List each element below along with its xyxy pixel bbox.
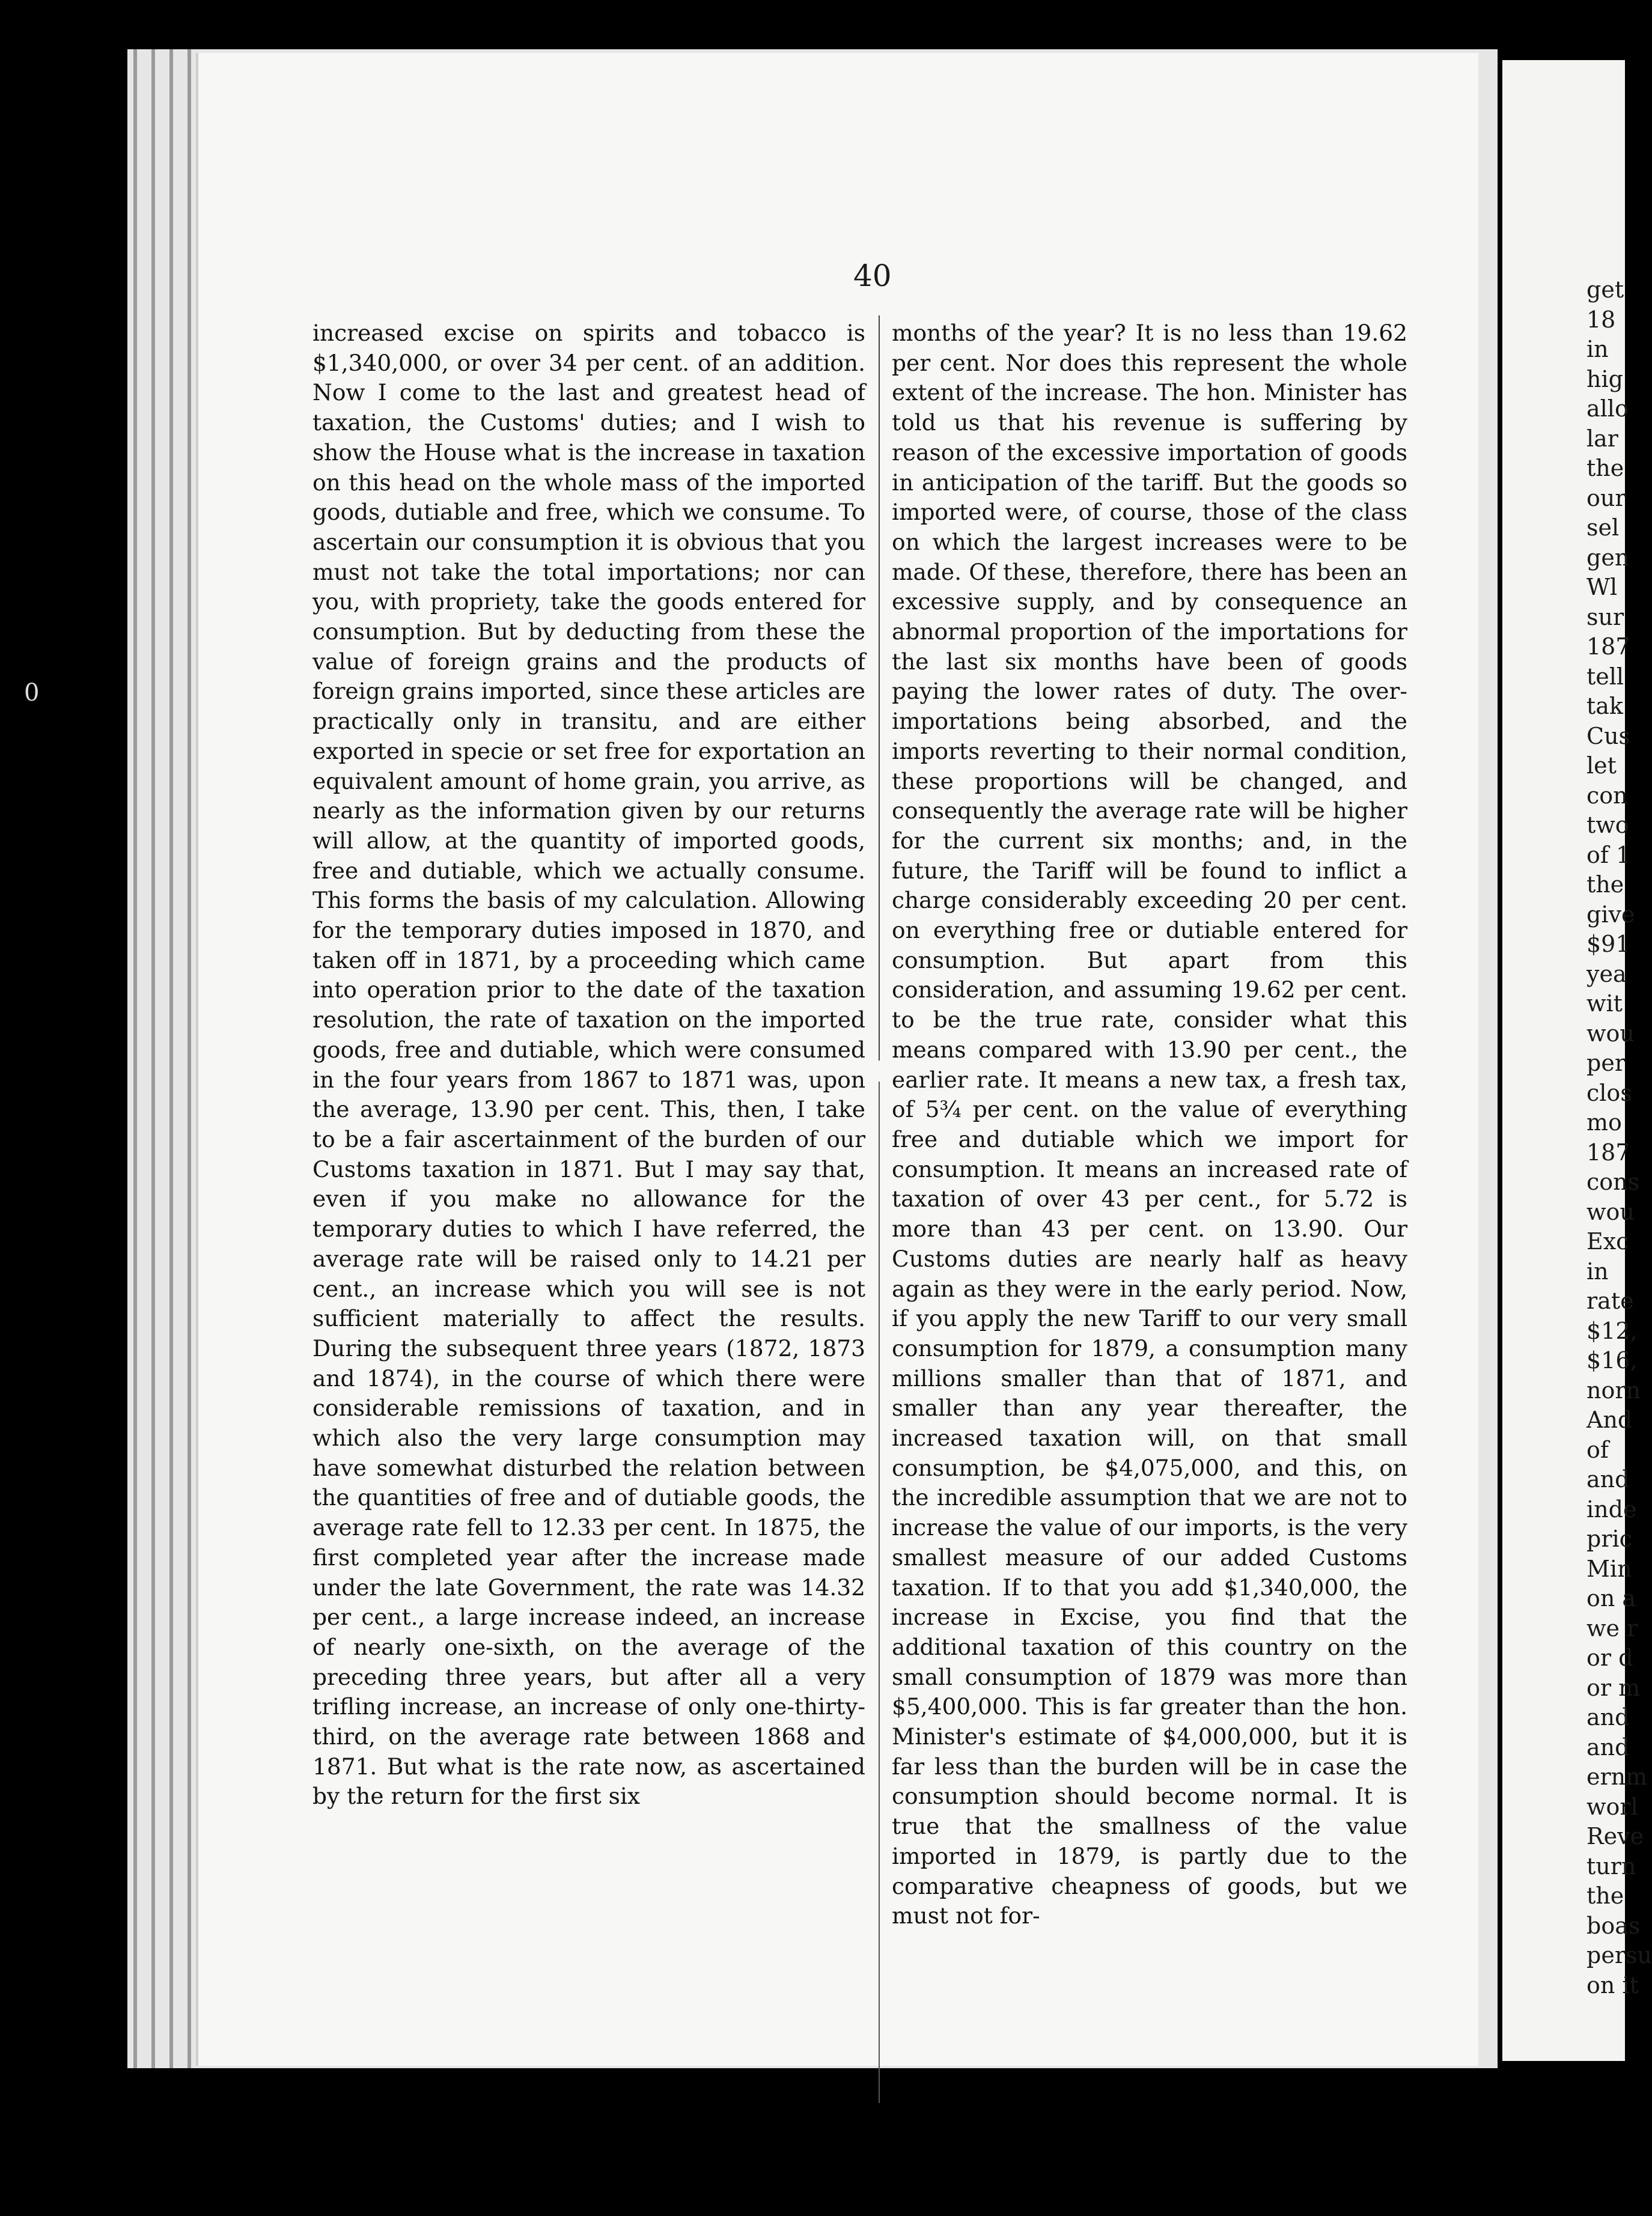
- page-edge: [151, 49, 155, 2068]
- facing-page-fragment: in: [1586, 336, 1609, 362]
- facing-page-fragment: 18: [1586, 306, 1616, 333]
- facing-page-fragment: gen: [1586, 544, 1630, 571]
- facing-page-fragment: our: [1586, 484, 1626, 511]
- facing-page-fragment: on a: [1586, 1585, 1636, 1612]
- facing-page-fragment: And: [1586, 1407, 1633, 1433]
- facing-page-fragment: allo: [1586, 395, 1629, 422]
- facing-page-fragment: in: [1586, 1258, 1609, 1285]
- facing-page-fragment: sur: [1586, 603, 1624, 630]
- facing-page-fragment: the: [1586, 455, 1624, 481]
- page-number: 40: [853, 258, 892, 293]
- facing-page-fragment: and: [1586, 1704, 1630, 1730]
- facing-page-fragment: of 1: [1586, 841, 1631, 868]
- facing-page-fragment: Reve: [1586, 1823, 1644, 1849]
- facing-page-fragment: and: [1586, 1734, 1630, 1761]
- facing-page-fragment: or m: [1586, 1674, 1641, 1701]
- facing-page-fragment: and: [1586, 1466, 1630, 1493]
- facing-page-fragment: clos: [1586, 1079, 1632, 1106]
- facing-page-fragment: per: [1586, 1050, 1626, 1076]
- facing-page-fragment: boas: [1586, 1912, 1641, 1939]
- facing-page-fragment: $91: [1586, 931, 1630, 957]
- facing-page-fragment: wou: [1586, 1020, 1635, 1047]
- facing-page-fragment: give: [1586, 901, 1635, 928]
- facing-page-fragment: two: [1586, 812, 1629, 838]
- facing-page-fragment: get: [1586, 276, 1624, 303]
- facing-page-fragment: Min: [1586, 1555, 1632, 1582]
- facing-page-fragment: norn: [1586, 1377, 1641, 1404]
- facing-page-fragment: 187: [1586, 1139, 1630, 1166]
- facing-page-fragment: Cus: [1586, 722, 1631, 749]
- facing-page-fragment: wit: [1586, 990, 1623, 1017]
- facing-page-fragment: pric: [1586, 1526, 1632, 1552]
- facing-page-fragment: we r: [1586, 1615, 1638, 1642]
- facing-page-fragment: yea: [1586, 960, 1627, 987]
- facing-page-fragment: tak: [1586, 693, 1623, 719]
- facing-page-fragment: the: [1586, 871, 1624, 898]
- facing-page-fragment: tell: [1586, 663, 1624, 690]
- facing-page-fragment: turn: [1586, 1852, 1636, 1880]
- facing-page-fragment: or d: [1586, 1645, 1633, 1671]
- right-column-text: months of the year? It is no less than 19.62 per cent. Nor does this represent the whole extent of the increase. The hon. Minister has told us that his revenue is suffering by reason of the excessive importation of goods in anticipation of the tariff. But the goods so imported were, of course, those of the class on which the largest increases were to be made. Of these, therefore, there has been an excessive supply, and by consequence an abnormal proportion of the importations for the last six months have been of goods paying the lower rates of duty. The over-importations being absorbed, and the imports reverting to their normal condition, these proportions will be changed, and consequently the average rate will be higher for the current six months; and, in the future, the Tariff will be found to inflict a charge considerably exceeding 20 per cent. on everything free or dutiable entered for consumption. But apart from this consideration, and assuming 19.62 per cent. to be the true rate, consider what this means compared with 13.90 per cent., the earlier rate. It means a new tax, a fresh tax, of 5¾ per cent. on the value of everything free and dutiable which we import for consumption. It means an increased rate of taxation of over 43 per cent., for 5.72 is more than 43 per cent. on 13.90. Our Customs duties are nearly half as heavy again as they were in the early period. Now, if you apply the new Tariff to our very small consumption for 1879, a consumption many millions smaller than that of 1871, and smaller than any year thereafter, the increased taxation will, on that small consumption, be $4,075,000, and this, on the incredible assumption that we are not to increase the value of our imports, is the very smallest measure of our added Customs taxation. If to that you add $1,340,000, the increase in Excise, you find that the additional taxation of this country on the small consumption of 1879 was more than $5,400,000. This is far greater than the hon. Minister's estimate of $4,000,000, but it is far less than the burden will be in case the consumption should become normal. It is true that the smallness of the value imported in 1879, is partly due to the comparative cheapness of goods, but we must not for-: [892, 320, 1407, 1929]
- facing-page-fragment: mo: [1586, 1109, 1622, 1136]
- facing-page-fragment: let: [1586, 752, 1617, 779]
- left-column-text: increased excise on spirits and tobacco is $1,340,000, or over 34 per cent. of an addition. Now I come to the last and greatest head of taxation, the Customs' duties; and I wish to show the House what is the increase in taxation on this head on the whole mass of the imported goods, dutiable and free, which we consume. To ascertain our consumption it is obvious that you must not take the total importations; nor can you, with propriety, take the goods entered for consumption. But by deducting from these the value of foreign grains and the products of foreign grains imported, since these articles are practically only in transitu, and are either exported in specie or set free for exportation an equivalent amount of home grain, you arrive, as nearly as the information given by our returns will allow, at the quantity of imported goods, free and dutiable, which we actually consume. This forms the basis of my calculation. Allowing for the temporary duties imposed in 1870, and taken off in 1871, by a proceeding which came into operation prior to the date of the taxation resolution, the rate of taxation on the imported goods, free and dutiable, which were consumed in the four years from 1867 to 1871 was, upon the average, 13.90 per cent. This, then, I take to be a fair ascertainment of the burden of our Customs taxation in 1871. But I may say that, even if you make no allowance for the temporary duties to which I have referred, the average rate will be raised only to 14.21 per cent., an increase which you will see is not sufficient materially to affect the results. During the subsequent three years (1872, 1873 and 1874), in the course of which there were considerable remissions of taxation, and in which also the very large consumption may have somewhat disturbed the relation between the quantities of free and of dutiable goods, the average rate fell to 12.33 per cent. In 1875, the first completed year after the increase made under the late Government, the rate was 14.32 per cent., a large increase indeed, an increase of nearly one-sixth, on the average of the preceding three years, but after all a very trifling increase, an increase of only one-thirty-third, on the average rate between 1868 and 1871. But what is the rate now, as ascertained by the return for the first six: [312, 320, 865, 1810]
- facing-page-fragment: worl: [1586, 1793, 1638, 1820]
- facing-page-fragment: ernm: [1586, 1764, 1648, 1790]
- facing-page-fragment: rate: [1586, 1288, 1634, 1314]
- facing-page-fragment: 187: [1586, 633, 1630, 660]
- facing-page-fragment: the: [1586, 1883, 1624, 1909]
- facing-page-fragment: con: [1586, 782, 1628, 809]
- facing-page-fragment: sel: [1586, 514, 1620, 541]
- margin-mark: 0: [24, 679, 40, 707]
- facing-page-fragment: Wl: [1586, 574, 1618, 600]
- facing-page-fragment: $16,: [1586, 1347, 1638, 1374]
- column-divider: [879, 1082, 880, 2103]
- page-edge: [169, 49, 173, 2068]
- facing-page-fragment: lar: [1586, 425, 1618, 452]
- facing-page-fragment: Exc: [1586, 1228, 1629, 1255]
- facing-page-fragment: inde: [1586, 1496, 1637, 1523]
- page-edge: [187, 49, 191, 2068]
- facing-page-fragment: of: [1586, 1436, 1609, 1463]
- facing-page: [1502, 60, 1652, 2061]
- facing-page-fragment: persu: [1586, 1942, 1652, 1968]
- facing-page-fragment: cons: [1586, 1169, 1640, 1195]
- column-divider: [879, 315, 880, 1061]
- facing-page-fragment: wou: [1586, 1198, 1635, 1225]
- facing-page-fragment: hig: [1586, 365, 1623, 392]
- facing-page-fragment: $12,: [1586, 1317, 1638, 1344]
- facing-page-fragment: on it: [1586, 1971, 1639, 1998]
- page-edge: [133, 49, 137, 2068]
